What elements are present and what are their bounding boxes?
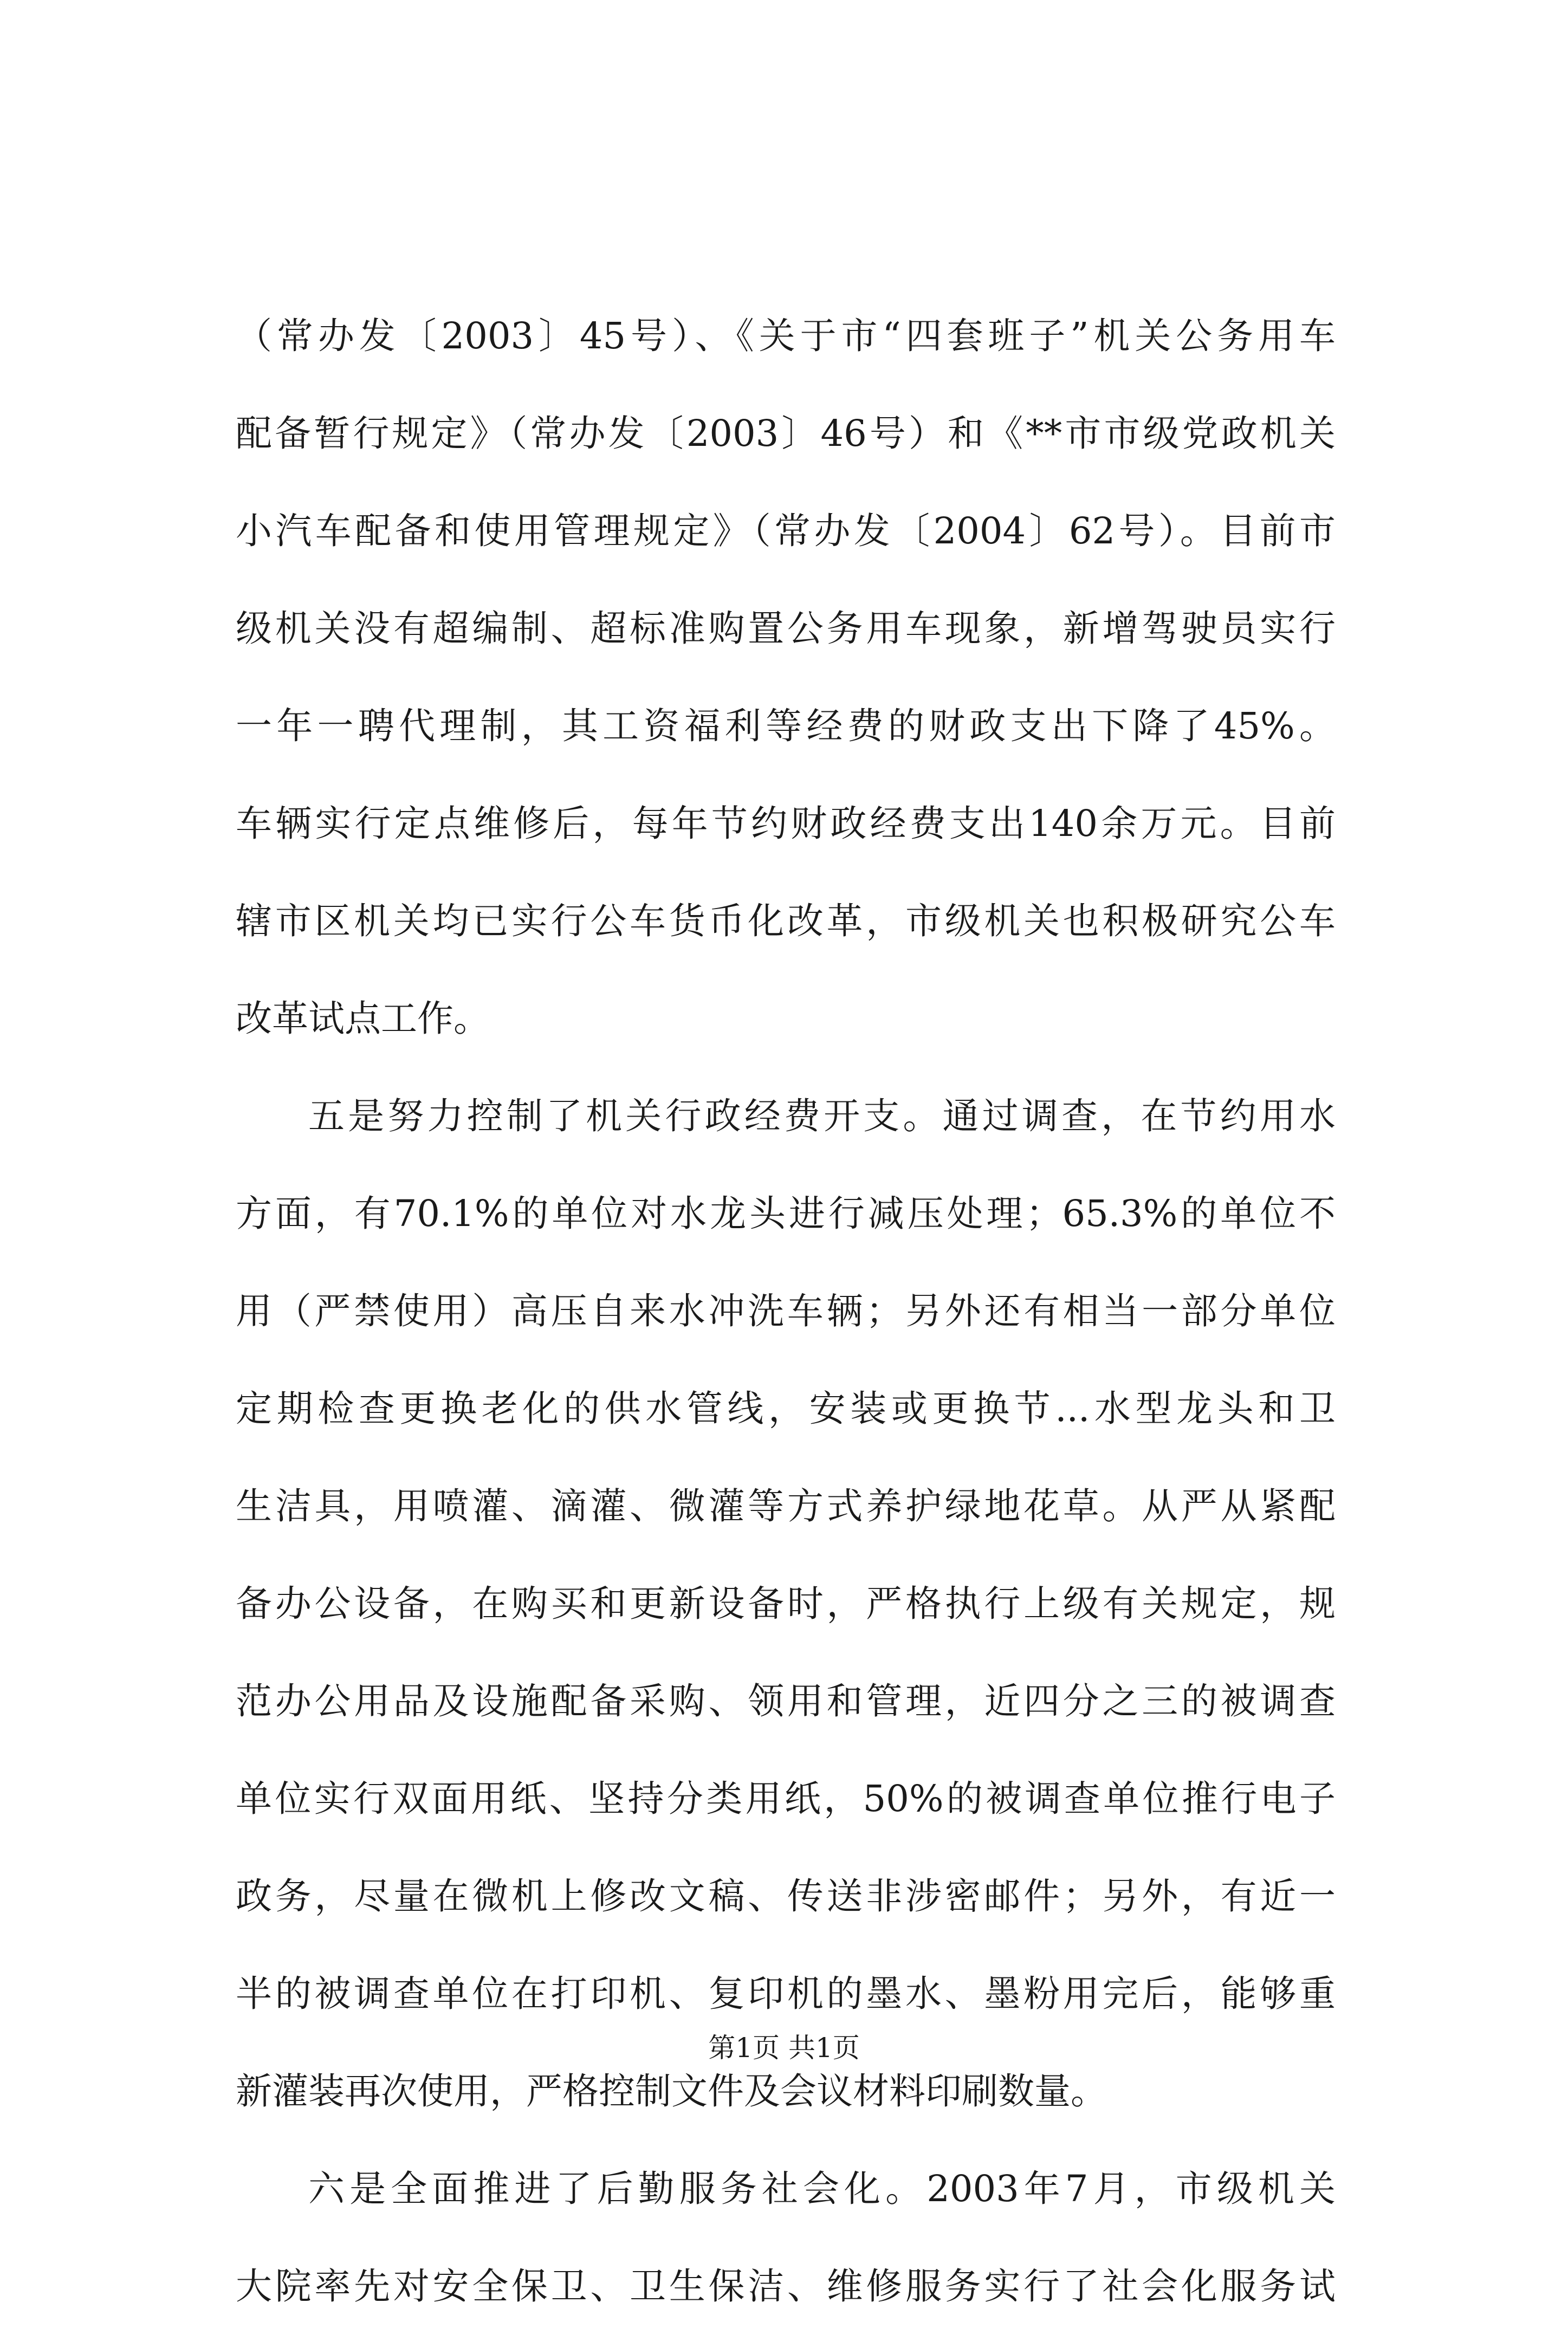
text-line: 新灌装再次使用，严格控制文件及会议材料印刷数量。 (236, 2070, 1107, 2112)
text-line: （常办发〔2003〕45号）、《关于市“四套班子”机关公务用车 (236, 315, 1336, 357)
text-line: 单位实行双面用纸、坚持分类用纸，50%的被调查单位推行电子 (236, 1778, 1336, 1820)
text-line: 改革试点工作。 (236, 997, 490, 1040)
text-line: 大院率先对安全保卫、卫生保洁、维修服务实行了社会化服务试 (236, 2265, 1336, 2307)
text-line: 用（严禁使用）高压自来水冲洗车辆；另外还有相当一部分单位 (236, 1290, 1336, 1332)
text-line: 方面，有70.1%的单位对水龙头进行减压处理；65.3%的单位不 (236, 1192, 1336, 1235)
text-line: 车辆实行定点维修后，每年节约财政经费支出140余万元。目前 (236, 802, 1336, 845)
text-line: 级机关没有超编制、超标准购置公务用车现象，新增驾驶员实行 (236, 607, 1336, 650)
text-line: 配备暂行规定》（常办发〔2003〕46号）和《**市市级党政机关 (236, 412, 1336, 455)
page-footer (0, 2029, 1568, 2067)
text-line: 备办公设备，在购买和更新设备时，严格执行上级有关规定，规 (236, 1582, 1336, 1625)
text-line: 辖市区机关均已实行公车货币化改革，市级机关也积极研究公车 (236, 900, 1336, 942)
text-line: 一年一聘代理制，其工资福利等经费的财政支出下降了45%。 (236, 705, 1336, 747)
text-line: 生洁具，用喷灌、滴灌、微灌等方式养护绿地花草。从严从紧配 (236, 1485, 1336, 1527)
text-line: 六是全面推进了后勤服务社会化。2003年7月，市级机关 (308, 2168, 1336, 2210)
document-body (236, 287, 1336, 2335)
text-line: 半的被调查单位在打印机、复印机的墨水、墨粉用完后，能够重 (236, 1973, 1336, 2015)
text-line: 小汽车配备和使用管理规定》（常办发〔2004〕62号）。目前市 (236, 510, 1336, 552)
page-number-indicator: 第1页 共1页 (708, 2032, 860, 2064)
text-line: 五是努力控制了机关行政经费开支。通过调查，在节约用水 (308, 1095, 1336, 1137)
text-line: 定期检查更换老化的供水管线，安装或更换节...水型龙头和卫 (236, 1387, 1336, 1430)
text-line: 范办公用品及设施配备采购、领用和管理，近四分之三的被调查 (236, 1680, 1336, 1722)
text-line: 政务，尽量在微机上修改文稿、传送非涉密邮件；另外，有近一 (236, 1875, 1336, 1917)
